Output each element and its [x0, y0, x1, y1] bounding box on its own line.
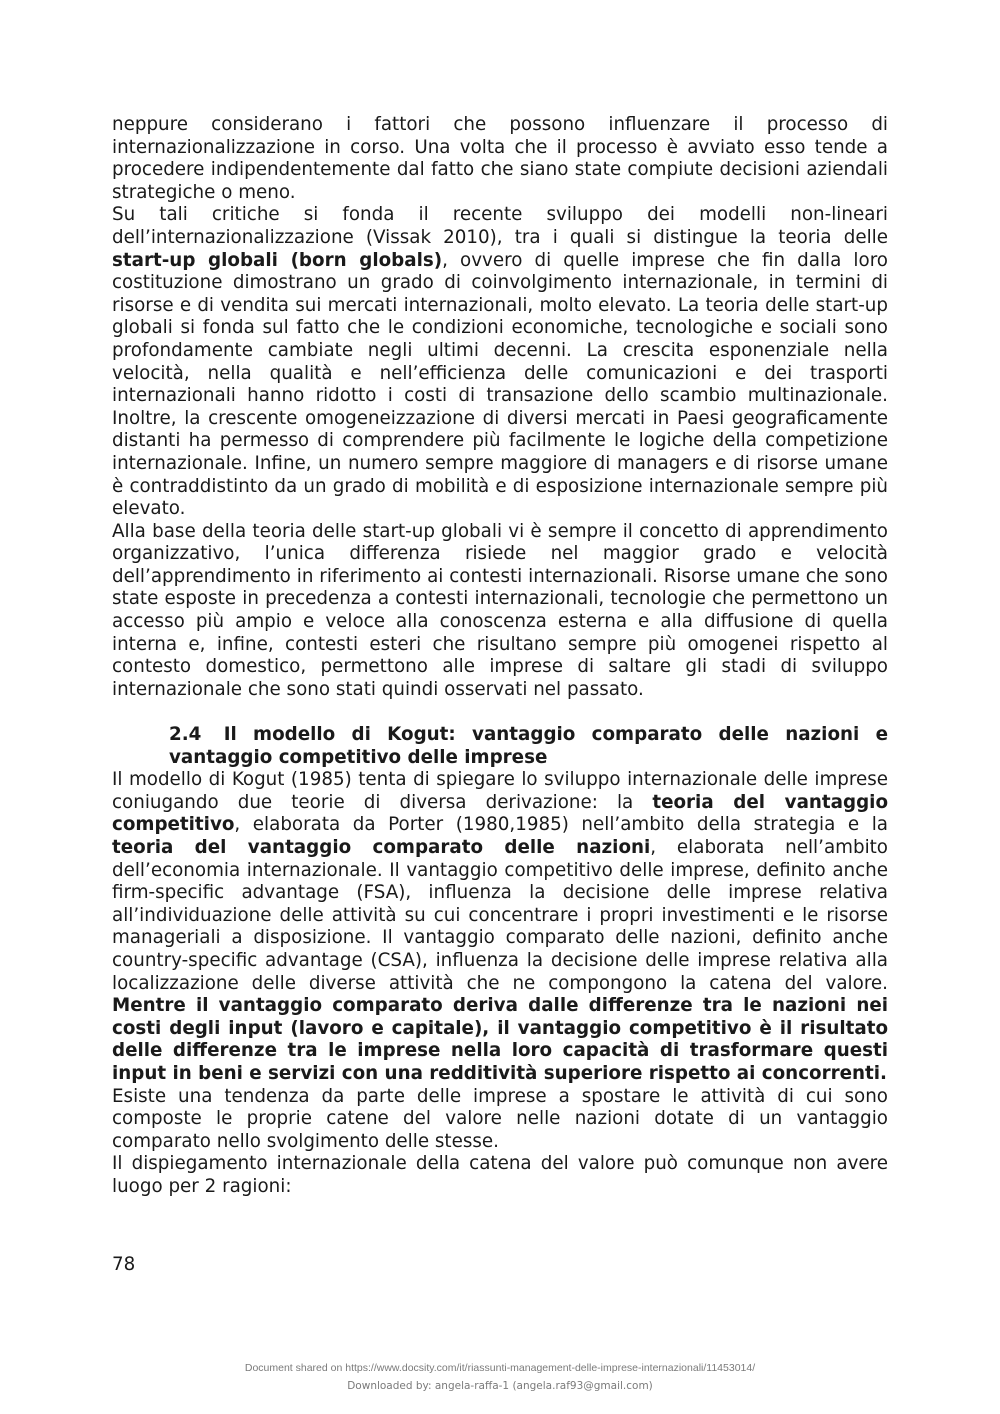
paragraph	[112, 204, 888, 520]
text-run: neppure considerano i fattori che possono influenzare il processo di internazionalizzazione in corso. Una volta che il processo è avviato esso tende a procedere indipendentemente dal fatto che siano state compiute decisioni aziendali strategiche o meno.	[112, 114, 888, 203]
text-run: , ovvero di quelle imprese che fin dalla loro costituzione dimostrano un grado di coinvolgimento internazionale, in termini di risorse e di vendita sui mercati internazionali, molto elevato. La teoria delle start-up globali si fonda sul fatto che le condizioni economiche, tecnologiche e sociali sono profondamente cambiate negli ultimi decenni. La crescita esponenziale nella velocità, nella qualità e nell’efficienza delle comunicazioni e dei trasporti internazionali hanno ridotto i costi di transazione dello scambio multinazionale. Inoltre, la crescente omogeneizzazione di diversi mercati in Paesi geograficamente distanti ha permesso di comprendere più facilmente le logiche della competizione internazionale. Infine, un numero sempre maggiore di managers e di risorse umane è contraddistinto da un grado di mobilità e di esposizione internazionale sempre più elevato.	[112, 249, 888, 520]
bold-text: teoria del vantaggio comparato delle nazioni	[112, 837, 651, 858]
paragraph	[112, 1086, 888, 1154]
section-heading	[112, 724, 888, 769]
paragraph	[112, 521, 888, 702]
paragraph	[112, 114, 888, 204]
footer-shared-note: Document shared on https://www.docsity.com/it/riassunti-management-delle-imprese-internazionali/11453014/	[244, 1362, 756, 1374]
section-number: 2.4	[169, 724, 202, 746]
text-run: Su tali critiche si fonda il recente sviluppo dei modelli non-lineari dell’internazionalizzazione (Vissak 2010), tra i quali si distingue la teoria delle	[112, 204, 888, 248]
paragraphs-bottom	[112, 769, 888, 1198]
paragraph	[112, 1153, 888, 1198]
bold-text: Mentre il vantaggio comparato deriva dalle differenze tra le nazioni nei costi degli input (lavoro e capitale), il vantaggio competitivo è il risultato delle differenze tra le imprese nella loro capacità di trasformare questi input in beni e servizi con una redditività superiore rispetto ai concorrenti.	[112, 995, 888, 1084]
footer-downloaded-note: Downloaded by: angela-raffa-1 (angela.raf93@gmail.com)	[347, 1380, 653, 1392]
paragraph	[112, 769, 888, 1085]
text-run: , elaborata da Porter (1980,1985) nell’ambito della strategia e la	[234, 814, 888, 836]
text-run: Il dispiegamento internazionale della catena del valore può comunque non avere luogo per 2 ragioni:	[112, 1153, 888, 1197]
text-run: , elaborata nell’ambito dell’economia internazionale. Il vantaggio competitivo delle imprese, definito anche firm-specific advantage (FSA), influenza la decisione delle imprese relativa all’individuazione delle attività su cui concentrare i propri investimenti e le risorse manageriali a disposizione. Il vantaggio comparato delle nazioni, definito anche country-specific advantage (CSA), influenza la decisione delle imprese relativa alla localizzazione delle diverse attività che ne compongono la catena del valore.	[112, 837, 888, 994]
paragraphs-top	[112, 114, 888, 701]
text-run: Alla base della teoria delle start-up globali vi è sempre il concetto di apprendimento organizzativo, l’unica differenza risiede nel maggior grado e velocità dell’apprendimento in riferimento ai contesti internazionali. Risorse umane che sono state esposte in precedenza a contesti internazionali, tecnologie che permettono un accesso più ampio e veloce alla conoscenza esterna e alla diffusione di quella interna e, infine, contesti esteri che risultano sempre più omogenei rispetto al contesto domestico, permettono alle imprese di saltare gli stadi di sviluppo internazionale che sono stati quindi osservati nel passato.	[112, 520, 888, 700]
page-number: 78	[112, 1254, 136, 1275]
bold-text: teoria del vantaggio competitivo	[112, 791, 889, 836]
section-spacer	[112, 701, 888, 724]
text-run: Esiste una tendenza da parte delle imprese a spostare le attività di cui sono composte le proprie catene del valore nelle nazioni dotate di un vantaggio comparato nello svolgimento delle stesse.	[112, 1085, 888, 1152]
text-run: Il modello di Kogut (1985) tenta di spiegare lo sviluppo internazionale delle imprese coniugando due teorie di diversa derivazione: la	[112, 769, 888, 813]
bold-text: start-up globali (born globals)	[112, 249, 443, 271]
document-body	[112, 114, 888, 1199]
section-title: Il modello di Kogut: vantaggio comparato delle nazioni e vantaggio competitivo delle imprese	[169, 724, 888, 768]
